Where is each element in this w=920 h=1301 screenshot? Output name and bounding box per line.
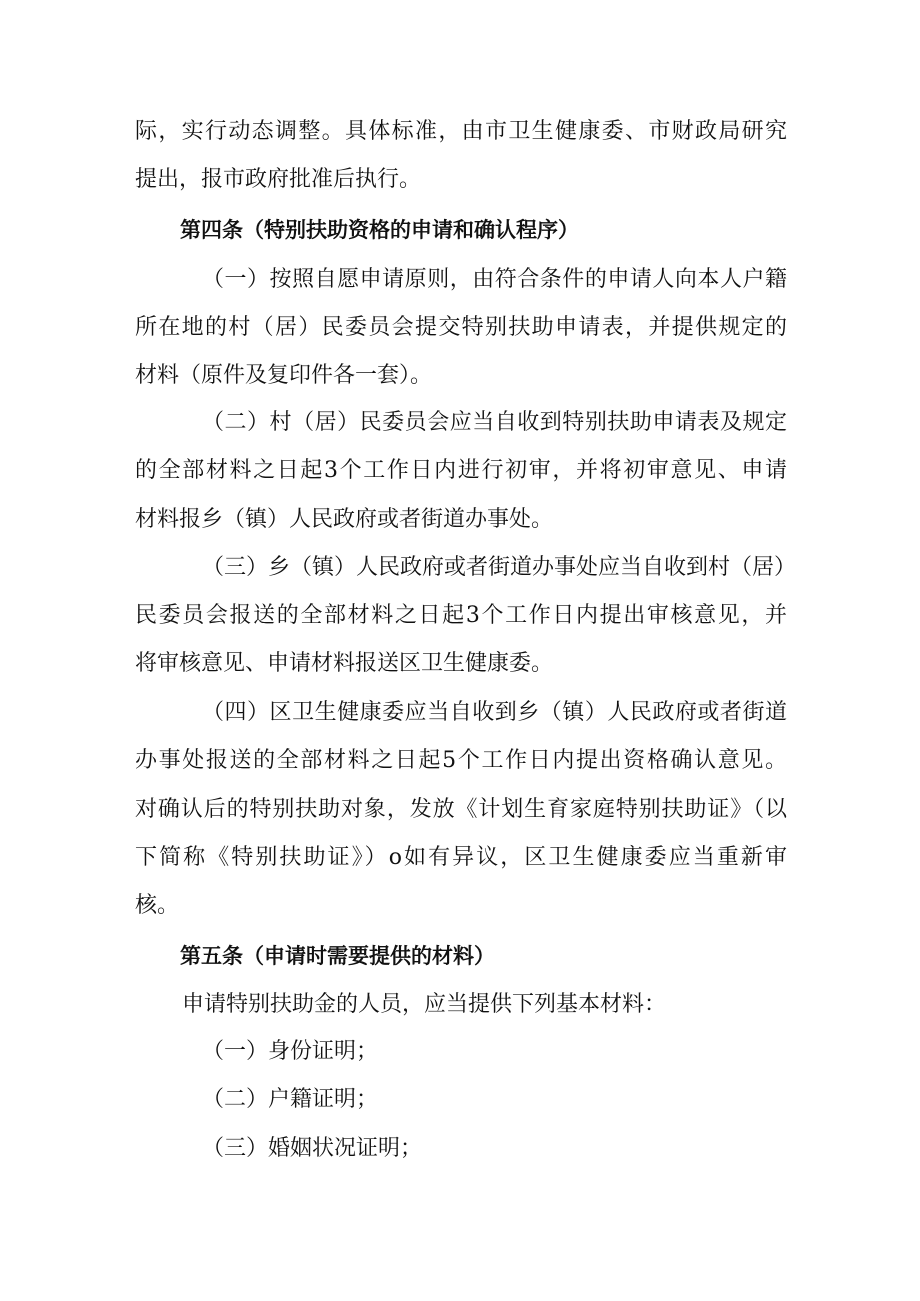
text-line: 的全部材料之日起3个工作日内进行初审，并将初审意见、申请 <box>135 458 787 483</box>
text-line: 民委员会报送的全部材料之日起3个工作日内提出审核意见，并 <box>135 603 787 628</box>
text-line: 下简称《特别扶助证》）o如有异议，区卫生健康委应当重新审 <box>135 845 787 870</box>
text-line: （三）乡（镇）人民政府或者街道办事处应当自收到村（居） <box>202 555 797 580</box>
text-line: （四）区卫生健康委应当自收到乡（镇）人民政府或者街道 <box>202 700 787 725</box>
text-line: 办事处报送的全部材料之日起5个工作日内提出资格确认意见。 <box>135 748 787 773</box>
text-line: 申请特别扶助金的人员，应当提供下列基本材料： <box>182 992 667 1017</box>
list-item: （二）户籍证明； <box>202 1087 379 1112</box>
text-line: 材料报乡（镇）人民政府或者街道办事处。 <box>135 507 554 532</box>
text-line: 所在地的村（居）民委员会提交特别扶助申请表，并提供规定的 <box>135 315 787 340</box>
text-line: 际，实行动态调整。具体标准，由市卫生健康委、市财政局研究 <box>135 119 787 144</box>
text-line: 材料（原件及复印件各一套）。 <box>135 363 433 388</box>
text-line: （二）村（居）民委员会应当自收到特别扶助申请表及规定 <box>202 410 787 435</box>
text-line: （一）按照自愿申请原则，由符合条件的申请人向本人户籍 <box>202 267 787 292</box>
text-line: 核。 <box>135 893 180 918</box>
article-4-heading: 第四条（特别扶助资格的申请和确认程序） <box>180 218 579 242</box>
text-line: 将审核意见、申请材料报送区卫生健康委。 <box>135 651 554 676</box>
text-line: 提出，报市政府批准后执行。 <box>135 167 422 192</box>
article-5-heading: 第五条（申请时需要提供的材料） <box>180 944 495 968</box>
list-item: （一）身份证明； <box>202 1039 379 1064</box>
list-item: （三）婚姻状况证明； <box>202 1136 423 1161</box>
text-line: 对确认后的特别扶助对象，发放《计划生育家庭特别扶助证》（以 <box>135 797 787 822</box>
